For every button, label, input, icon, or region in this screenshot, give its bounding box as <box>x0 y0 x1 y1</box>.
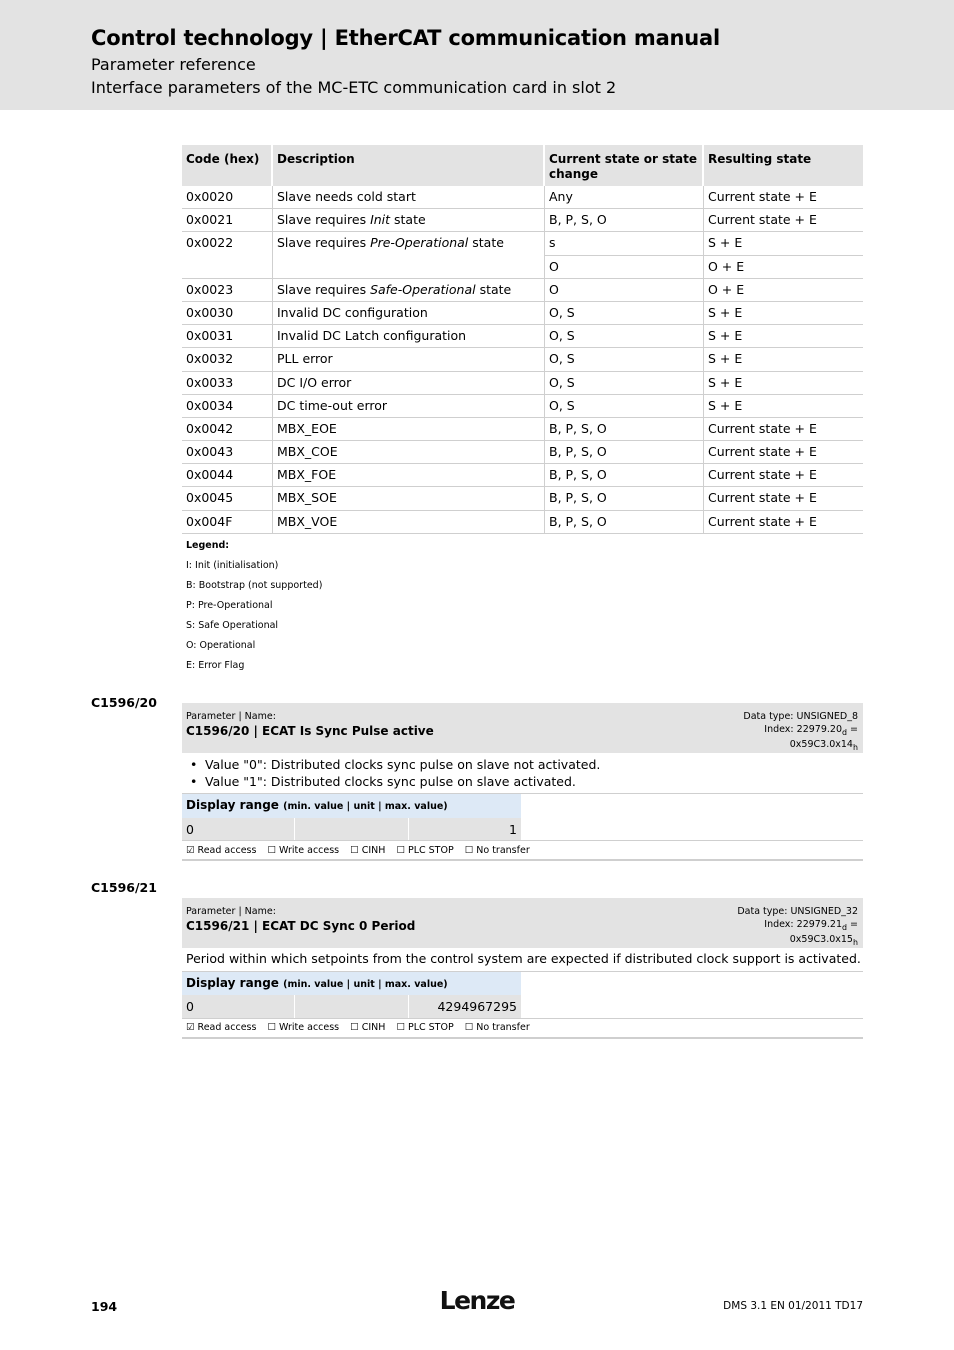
cell-code: 0x0023 <box>182 279 273 302</box>
cell-current-state: O, S <box>545 395 704 418</box>
cinh-checkbox: ☐ CINH <box>350 845 386 856</box>
legend-item-bootstrap: B: Bootstrap (not supported) <box>186 580 323 591</box>
plc-stop-checkbox: ☐ PLC STOP <box>396 1022 454 1033</box>
no-transfer-checkbox: ☐ No transfer <box>464 1022 530 1033</box>
display-range-values <box>182 818 521 841</box>
max-value: 1 <box>509 822 517 837</box>
legend-item-pre-operational: P: Pre-Operational <box>186 600 273 611</box>
cell-current-state: B, P, S, O <box>545 487 704 510</box>
legend-item-init: I: Init (initialisation) <box>186 560 279 571</box>
parameter-name-label: Parameter | Name: <box>186 711 276 722</box>
plc-stop-checkbox: ☐ PLC STOP <box>396 845 454 856</box>
parameter-name: C1596/20 | ECAT Is Sync Pulse active <box>186 724 434 738</box>
cell-description: MBX_SOE <box>273 487 545 510</box>
unit-value <box>295 818 409 841</box>
min-value: 0 <box>182 995 295 1018</box>
column-header-description: Description <box>273 145 545 186</box>
cell-resulting-state: Current state + E <box>704 418 863 441</box>
cell-code: 0x0034 <box>182 395 273 418</box>
cell-description: PLL error <box>273 348 545 371</box>
column-header-current-state: Current state or state change <box>545 145 704 186</box>
table-row <box>182 441 863 464</box>
table-row <box>182 186 863 209</box>
index-hex: $0x59C3.0x14_h$ <box>789 738 858 752</box>
cell-code: 0x0021 <box>182 209 273 232</box>
data-type: Data type: UNSIGNED_32 <box>737 906 858 917</box>
lenze-logo <box>437 1286 517 1316</box>
cell-resulting-state: S + E <box>704 232 863 255</box>
display-range-header <box>182 972 521 996</box>
cell-code: 0x004F <box>182 511 273 534</box>
document-subtitle-section: Parameter reference <box>91 55 256 74</box>
cell-current-state: O, S <box>545 325 704 348</box>
no-transfer-checkbox: ☐ No transfer <box>464 845 530 856</box>
list-item: • Value "0": Distributed clocks sync pulse on slave not activated. <box>190 756 600 773</box>
parameter-header-box <box>182 898 863 948</box>
cell-description: MBX_EOE <box>273 418 545 441</box>
cell-resulting-state: S + E <box>704 325 863 348</box>
display-range-title: Display range <box>186 976 279 990</box>
table-row <box>182 209 863 232</box>
divider <box>182 1037 863 1039</box>
document-subtitle-topic: Interface parameters of the MC-ETC communication card in slot 2 <box>91 78 617 97</box>
table-row <box>182 372 863 395</box>
cell-description: MBX_COE <box>273 441 545 464</box>
table-row <box>182 279 863 302</box>
table-row <box>182 232 863 255</box>
divider <box>182 1018 863 1019</box>
display-range-hint: (min. value | unit | max. value) <box>283 979 448 990</box>
cell-current-state: s <box>545 232 704 255</box>
read-access-checkbox: ☑ Read access <box>186 845 257 856</box>
index-hex: $0x59C3.0x15_h$ <box>789 933 858 947</box>
cell-description: Slave requires Safe-Operational state <box>273 279 545 302</box>
parameter-description: Period within which setpoints from the control system are expected if distributed clock support is activated. <box>186 951 861 966</box>
document-reference: DMS 3.1 EN 01/2011 TD17 <box>723 1300 863 1312</box>
cinh-checkbox: ☐ CINH <box>350 1022 386 1033</box>
cell-code: 0x0032 <box>182 348 273 371</box>
cell-resulting-state: Current state + E <box>704 186 863 209</box>
table-row <box>182 511 863 534</box>
cell-description: DC I/O error <box>273 372 545 395</box>
cell-code: 0x0022 <box>182 232 273 255</box>
list-item: • Value "1": Distributed clocks sync pulse on slave activated. <box>190 773 600 790</box>
cell-code: 0x0042 <box>182 418 273 441</box>
table-row <box>182 464 863 487</box>
cell-description: Slave needs cold start <box>273 186 545 209</box>
cell-current-state: B, P, S, O <box>545 511 704 534</box>
header-band <box>0 0 954 110</box>
column-header-resulting-state: Resulting state <box>704 145 863 186</box>
parameter-code-label: C1596/20 <box>91 695 157 710</box>
index-decimal: Index: $22979.21_d$ = <box>764 918 858 932</box>
cell-description: DC time-out error <box>273 395 545 418</box>
state-transition-table <box>182 145 863 534</box>
write-access-checkbox: ☐ Write access <box>267 1022 340 1033</box>
display-range-values <box>182 995 521 1018</box>
cell-current-state: Any <box>545 186 704 209</box>
min-value: 0 <box>182 818 295 841</box>
cell-current-state: O, S <box>545 348 704 371</box>
cell-code: 0x0044 <box>182 464 273 487</box>
cell-resulting-state: S + E <box>704 348 863 371</box>
data-type: Data type: UNSIGNED_8 <box>743 711 858 722</box>
cell-code <box>182 256 273 279</box>
cell-current-state: O, S <box>545 302 704 325</box>
legend-item-safe-operational: S: Safe Operational <box>186 620 279 631</box>
cell-description: Slave requires Pre-Operational state <box>273 232 545 255</box>
legend-title: Legend: <box>186 540 230 551</box>
cell-description <box>273 256 545 279</box>
cell-description: MBX_VOE <box>273 511 545 534</box>
cell-resulting-state: Current state + E <box>704 209 863 232</box>
table-row <box>182 348 863 371</box>
write-access-checkbox: ☐ Write access <box>267 845 340 856</box>
cell-resulting-state: S + E <box>704 302 863 325</box>
legend-item-operational: O: Operational <box>186 640 256 651</box>
display-range-title: Display range <box>186 798 279 812</box>
cell-code: 0x0030 <box>182 302 273 325</box>
cell-resulting-state: Current state + E <box>704 511 863 534</box>
cell-current-state: B, P, S, O <box>545 441 704 464</box>
access-flags <box>186 845 538 856</box>
parameter-type-info <box>737 906 858 949</box>
cell-current-state: O <box>545 256 704 279</box>
divider <box>182 859 863 861</box>
legend-item-error-flag: E: Error Flag <box>186 660 245 671</box>
table-row <box>182 325 863 348</box>
cell-code: 0x0043 <box>182 441 273 464</box>
unit-value <box>295 995 409 1018</box>
table-body <box>182 186 863 534</box>
cell-code: 0x0045 <box>182 487 273 510</box>
page-number: 194 <box>91 1299 118 1314</box>
table-row <box>182 256 863 279</box>
access-flags <box>186 1022 538 1033</box>
column-header-code: Code (hex) <box>182 145 273 186</box>
table-row <box>182 418 863 441</box>
parameter-name: C1596/21 | ECAT DC Sync 0 Period <box>186 919 416 933</box>
display-range-hint: (min. value | unit | max. value) <box>283 801 448 812</box>
cell-code: 0x0031 <box>182 325 273 348</box>
table-row <box>182 487 863 510</box>
cell-current-state: B, P, S, O <box>545 209 704 232</box>
table-header-row <box>182 145 863 186</box>
cell-resulting-state: S + E <box>704 395 863 418</box>
parameter-name-label: Parameter | Name: <box>186 906 276 917</box>
cell-resulting-state: Current state + E <box>704 487 863 510</box>
display-range-header <box>182 794 521 818</box>
cell-resulting-state: Current state + E <box>704 441 863 464</box>
logo-wordmark: Lenze <box>439 1286 515 1315</box>
max-value: 4294967295 <box>437 999 517 1014</box>
cell-code: 0x0020 <box>182 186 273 209</box>
table-row <box>182 395 863 418</box>
parameter-type-info <box>743 711 858 754</box>
cell-description: MBX_FOE <box>273 464 545 487</box>
cell-description: Slave requires Init state <box>273 209 545 232</box>
cell-current-state: B, P, S, O <box>545 418 704 441</box>
document-title: Control technology | EtherCAT communication manual <box>91 26 721 50</box>
cell-current-state: O <box>545 279 704 302</box>
cell-description: Invalid DC Latch configuration <box>273 325 545 348</box>
legend <box>186 539 322 679</box>
index-decimal: Index: $22979.20_d$ = <box>764 723 858 737</box>
cell-current-state: O, S <box>545 372 704 395</box>
cell-description: Invalid DC configuration <box>273 302 545 325</box>
read-access-checkbox: ☑ Read access <box>186 1022 257 1033</box>
cell-current-state: B, P, S, O <box>545 464 704 487</box>
cell-code: 0x0033 <box>182 372 273 395</box>
parameter-code-label: C1596/21 <box>91 880 157 895</box>
divider <box>182 840 863 841</box>
cell-resulting-state: Current state + E <box>704 464 863 487</box>
table-row <box>182 302 863 325</box>
cell-resulting-state: O + E <box>704 256 863 279</box>
parameter-value-list <box>190 756 600 790</box>
parameter-header-box <box>182 703 863 753</box>
cell-resulting-state: O + E <box>704 279 863 302</box>
cell-resulting-state: S + E <box>704 372 863 395</box>
